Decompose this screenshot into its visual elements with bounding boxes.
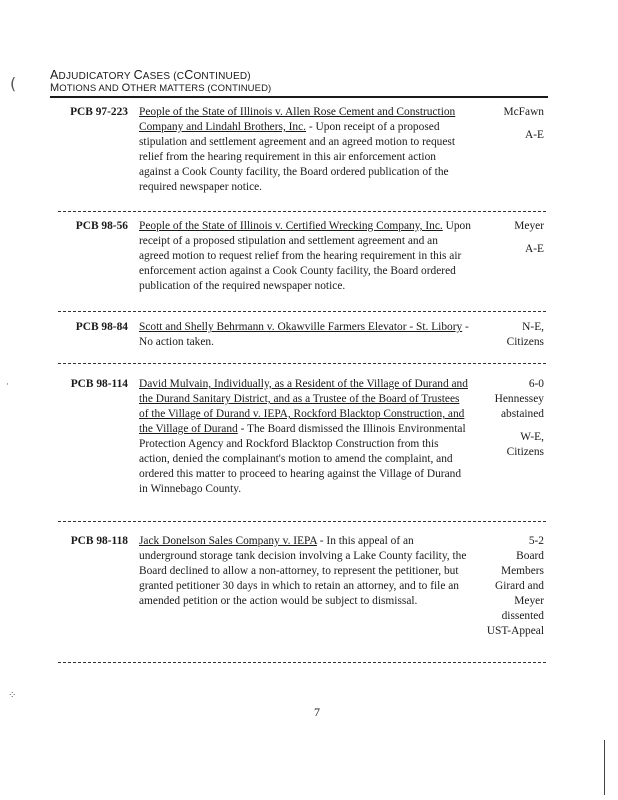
vote-line: Members: [500, 565, 544, 577]
vote-line: UST-Appeal: [486, 625, 544, 637]
case-votes: [464, 377, 544, 460]
vote-line: Hennessey: [494, 393, 544, 405]
case-description: [139, 219, 471, 294]
vote-line: N-E,: [522, 321, 544, 333]
case-description: [139, 534, 471, 609]
vote-line: Citizens: [506, 336, 544, 348]
case-separator: [58, 211, 546, 213]
page-number: 7: [314, 705, 320, 719]
header-rule: [50, 96, 548, 98]
case-votes: [464, 320, 544, 350]
case-number: PCB 98-114: [70, 378, 128, 390]
case-text: - Upon receipt of a proposed stipulation and settlement agreement and an agreed motion to request relief from the hearing requirement in this air enforcement action against a Cook County facility, the Board ordered publication of the required newspaper notice.: [139, 121, 455, 193]
case-title: Scott and Shelly Behrmann v. Okawville Farmers Elevator - St. Libory: [139, 321, 463, 333]
case-text: - The Board dismissed the Illinois Environmental Protection Agency and Rockford Blacktop Construction from this action, denied the complainant's motion to amend the complaint, and ordered this matter to proceed to hearing against the Village of Durand in Winnebago County.: [139, 423, 466, 495]
case-number: PCB 97-223: [70, 106, 128, 118]
scan-mark: ⁘: [8, 690, 17, 701]
scan-mark: ·: [6, 380, 9, 390]
scan-mark: (: [10, 74, 17, 93]
case-title: People of the State of Illinois v. Certified Wrecking Company, Inc.: [139, 220, 443, 232]
vote-line: abstained: [500, 408, 544, 420]
vote-line: Citizens: [506, 446, 544, 458]
case-votes: [464, 534, 544, 639]
vote-line: Board: [516, 550, 544, 562]
vote-line: Meyer: [514, 595, 544, 607]
vote-line: dissented: [501, 610, 544, 622]
section-subheading: MOTIONS AND OTHER MATTERS (CONTINUED): [50, 82, 272, 94]
case-separator: [58, 363, 546, 365]
case-title: Jack Donelson Sales Company v. IEPA: [139, 535, 317, 547]
case-separator: [58, 662, 546, 664]
case-description: [139, 320, 471, 350]
case-text: - In this appeal of an underground storage tank decision involving a Lake County facility, the Board declined to allow a non-attorney, to represent the petitioner, but granted petitioner 30 days in which to retain an attorney, and to file an amended petition or the action would be subject to dismissal.: [139, 535, 467, 607]
vote-line: A-E: [525, 129, 544, 141]
case-separator: [58, 521, 546, 523]
case-description: [139, 105, 471, 195]
case-text: Upon receipt of a proposed stipulation and settlement agreement and an agreed motion to request relief from the hearing requirement in this air enforcement action against a Cook County facility, the Board ordered publication of the required newspaper notice.: [139, 220, 471, 292]
case-votes: [464, 219, 544, 265]
vote-line: McFawn: [503, 106, 544, 118]
vote-line: W-E,: [520, 431, 544, 443]
case-number: PCB 98-56: [75, 220, 128, 232]
case-description: [139, 377, 471, 497]
scan-edge-mark: [604, 740, 605, 795]
case-text: - No action taken.: [139, 321, 469, 348]
case-title: People of the State of Illinois v. Allen Rose Cement and Construction Company and Lindahl Brothers, Inc.: [139, 106, 456, 133]
section-heading: ADJUDICATORY CASES (CCONTINUED): [50, 68, 251, 82]
case-number: PCB 98-118: [70, 535, 128, 547]
vote-line: 5-2: [528, 535, 544, 547]
vote-line: 6-0: [528, 378, 544, 390]
case-votes: [464, 105, 544, 151]
vote-line: Girard and: [494, 580, 544, 592]
vote-line: Meyer: [514, 220, 544, 232]
case-number: PCB 98-84: [75, 321, 128, 333]
case-title: David Mulvain, Individually, as a Resident of the Village of Durand and the Durand Sanitary District, and as a Trustee of the Board of Trustees of the Village of Durand v. IEPA, Rockford Blacktop Construction, and the Village of Durand: [139, 378, 468, 435]
case-separator: [58, 311, 546, 313]
vote-line: A-E: [525, 243, 544, 255]
